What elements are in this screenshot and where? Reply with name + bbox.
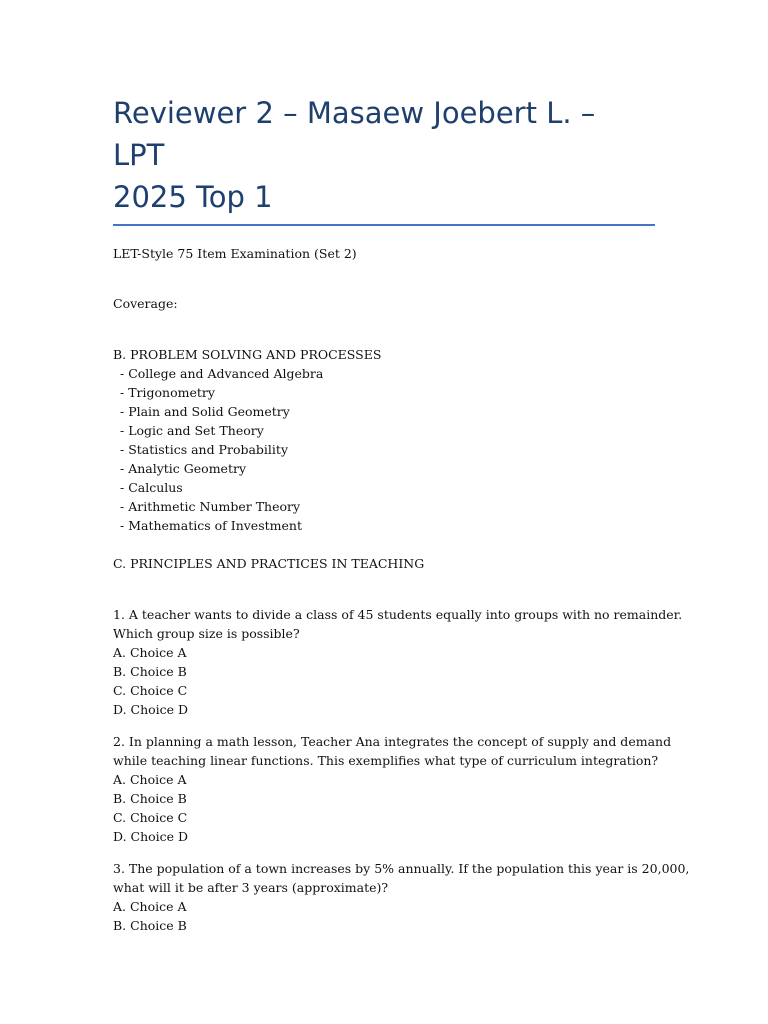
section-b-item: - Mathematics of Investment bbox=[120, 518, 302, 533]
document-title bbox=[113, 92, 655, 218]
section-b-item: - Calculus bbox=[120, 480, 183, 495]
section-b-item: - Logic and Set Theory bbox=[120, 423, 264, 438]
section-c-heading: C. PRINCIPLES AND PRACTICES IN TEACHING bbox=[113, 556, 425, 571]
section-b-item: - Plain and Solid Geometry bbox=[120, 404, 290, 419]
title-underline bbox=[113, 224, 655, 226]
question-item bbox=[113, 859, 690, 935]
section-b-item: - Analytic Geometry bbox=[120, 461, 247, 476]
coverage-label: Coverage: bbox=[113, 296, 178, 311]
question-stem: Which group size is possible? bbox=[113, 626, 300, 641]
section-b-item: - Trigonometry bbox=[120, 385, 215, 400]
question-stem: while teaching linear functions. This exemplifies what type of curriculum integration? bbox=[113, 753, 659, 768]
title-line-1: Reviewer 2 – Masaew Joebert L. – LPT bbox=[113, 96, 596, 172]
section-b bbox=[113, 345, 655, 535]
choice-option: D. Choice D bbox=[113, 702, 189, 717]
choice-option: C. Choice C bbox=[113, 683, 188, 698]
choice-option: B. Choice B bbox=[113, 918, 187, 933]
question-stem: 2. In planning a math lesson, Teacher Ana integrates the concept of supply and demand bbox=[113, 734, 672, 749]
question-item bbox=[113, 732, 672, 846]
question-stem: 1. A teacher wants to divide a class of 45 students equally into groups with no remainder. bbox=[113, 607, 683, 622]
question-item bbox=[113, 605, 683, 719]
choice-option: B. Choice B bbox=[113, 791, 187, 806]
exam-subtitle: LET-Style 75 Item Examination (Set 2) bbox=[113, 246, 357, 261]
choice-option: D. Choice D bbox=[113, 829, 189, 844]
question-list bbox=[113, 605, 690, 935]
choice-option: A. Choice A bbox=[113, 645, 187, 660]
document-page bbox=[113, 92, 690, 935]
section-b-item: - College and Advanced Algebra bbox=[120, 366, 324, 381]
choice-option: A. Choice A bbox=[113, 899, 187, 914]
section-b-heading: B. PROBLEM SOLVING AND PROCESSES bbox=[113, 347, 382, 362]
question-stem: 3. The population of a town increases by 5% annually. If the population this year is 20,000, bbox=[113, 861, 690, 876]
title-line-2: 2025 Top 1 bbox=[113, 180, 273, 214]
question-stem: what will it be after 3 years (approximate)? bbox=[113, 880, 389, 895]
section-b-item: - Statistics and Probability bbox=[120, 442, 289, 457]
section-b-item: - Arithmetic Number Theory bbox=[120, 499, 301, 514]
choice-option: C. Choice C bbox=[113, 810, 188, 825]
choice-option: B. Choice B bbox=[113, 664, 187, 679]
choice-option: A. Choice A bbox=[113, 772, 187, 787]
